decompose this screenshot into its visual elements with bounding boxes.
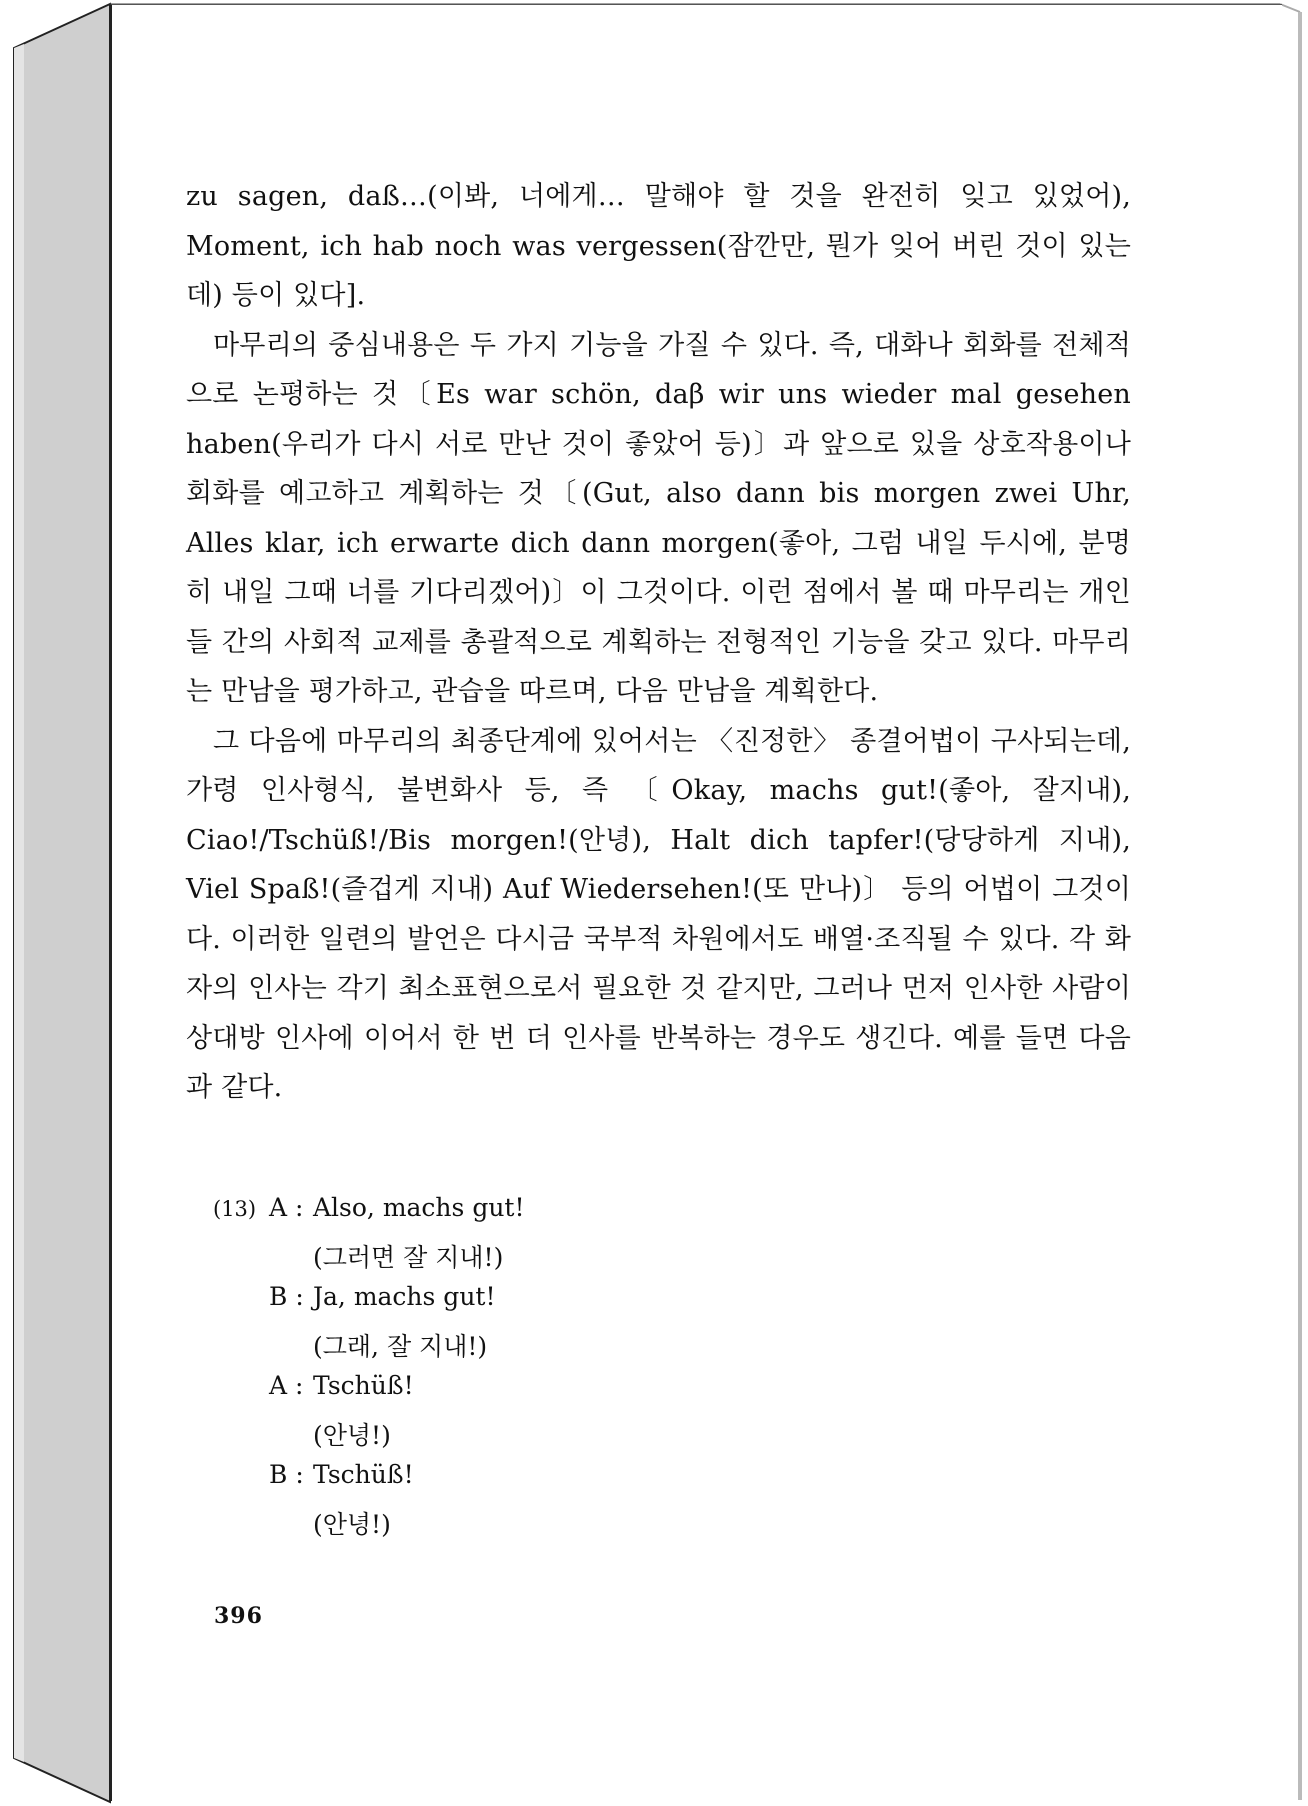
dialogue-line bbox=[213, 1282, 913, 1327]
utterance: Ja, machs gut! bbox=[313, 1282, 496, 1311]
utterance: Also, machs gut! bbox=[313, 1193, 525, 1222]
speaker-label: A : bbox=[269, 1193, 304, 1222]
dialogue-line bbox=[213, 1460, 913, 1505]
dialogue-translation bbox=[213, 1505, 913, 1550]
translation: (그래, 잘 지내!) bbox=[313, 1331, 488, 1361]
page-number: 396 bbox=[214, 1603, 263, 1629]
dialogue-example bbox=[213, 1193, 913, 1549]
translation: (안녕!) bbox=[313, 1509, 391, 1539]
dialogue-translation bbox=[213, 1238, 913, 1283]
dialogue-line bbox=[213, 1371, 913, 1416]
dialogue-line bbox=[213, 1193, 913, 1238]
paragraph-1: zu sagen, daß…(이봐, 너에게… 말해야 할 것을 완전히 잊고 있었어), Moment, ich hab noch was vergessen(잠깐만, 뭔가 잊어 버린 것이 있는데) 등이 있다]. bbox=[186, 181, 1131, 311]
paragraph-3: 그 다음에 마무리의 최종단계에 있어서는 〈진정한〉 종결어법이 구사되는데, 가령 인사형식, 불변화사 등, 즉 〔Okay, machs gut!(좋아, 잘지내), Ciao!/Tschüß!/Bis morgen!(안녕), Halt dich tapfer!(당당하게 지내), Viel Spaß!(즐겁게 지내) Auf Wiedersehen!(또 만나)〕 등의 어법이 그것이다. 이러한 일련의 발언은 다시금 국부적 차원에서도 배열·조직될 수 있다. 각 화자의 인사는 각기 최소표현으로서 필요한 것 같지만, 그러나 먼저 인사한 사람이 상대방 인사에 이어서 한 번 더 인사를 반복하는 경우도 생긴다. 예를 들면 다음과 같다. bbox=[186, 725, 1131, 1103]
body-text bbox=[186, 172, 1131, 1113]
example-number: (13) bbox=[213, 1197, 257, 1221]
translation: (안녕!) bbox=[313, 1420, 391, 1450]
paragraph-2: 마무리의 중심내용은 두 가지 기능을 가질 수 있다. 즉, 대화나 회화를 전체적으로 논평하는 것〔Es war schön, daβ wir uns wieder mal gesehen haben(우리가 다시 서로 만난 것이 좋았어 등)〕과 앞으로 있을 상호작용이나 회화를 예고하고 계획하는 것〔(Gut, also dann bis morgen zwei Uhr, Alles klar, ich erwarte dich dann morgen(좋아, 그럼 내일 두시에, 분명히 내일 그때 너를 기다리겠어)〕이 그것이다. 이런 점에서 볼 때 마무리는 개인들 간의 사회적 교제를 총괄적으로 계획하는 전형적인 기능을 갖고 있다. 마무리는 만남을 평가하고, 관습을 따르며, 다음 만남을 계획한다. bbox=[186, 329, 1131, 707]
speaker-label: A : bbox=[269, 1371, 304, 1400]
translation: (그러면 잘 지내!) bbox=[313, 1242, 504, 1272]
utterance: Tschüß! bbox=[313, 1460, 414, 1489]
dialogue-translation bbox=[213, 1416, 913, 1461]
dialogue-translation bbox=[213, 1327, 913, 1372]
speaker-label: B : bbox=[269, 1460, 304, 1489]
utterance: Tschüß! bbox=[313, 1371, 414, 1400]
speaker-label: B : bbox=[269, 1282, 304, 1311]
